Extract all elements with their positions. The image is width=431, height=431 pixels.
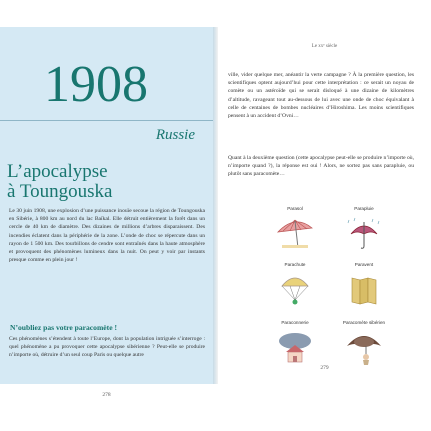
parachute-icon (274, 272, 316, 308)
body-paragraph-1: Le 30 juin 1908, une explosion d’une puissance inouïe secoue la région de Toungouska en Sibérie, à 800 km au nord du lac Baïkal. Elle détruit entièrement la forêt dans un cercle de 40 km de diamètre. Des dizaines de millions d’arbres disparaissent. Des incendies éclatent dans la périphérie de la zone. L’onde de choc se répercute dans un rayon de 1 500 km. Des tourbillons de cendre sont entraînés dans la haute atmosphère et provoquent des phénomènes lumineux dans la nuit. On peut y voir par instants presque comme en plein jour ! (9, 208, 205, 264)
section-subhead: N’oubliez pas votre paracomète ! (10, 323, 117, 332)
chapter-year: 1908 (44, 56, 148, 113)
siberian-comet-shield-icon (343, 330, 385, 366)
falling-house-icon (274, 330, 316, 366)
illustration-label-parasol: Parasol (287, 206, 303, 211)
folding-screen-icon (343, 272, 385, 308)
page-number-right: 279 (320, 365, 329, 371)
umbrella-icon (343, 216, 385, 252)
page-number-left: 278 (102, 392, 111, 398)
illustration-label-parachute: Parachute (284, 262, 306, 267)
illustration-label-paraconnerie: Paraconnerie (281, 320, 309, 325)
chapter-title-line-2: à Toungouska (7, 181, 113, 202)
chapter-title (7, 162, 207, 202)
illustration-label-parapluie: Parapluie (354, 206, 374, 211)
parasol-icon (274, 216, 316, 252)
illustration-label-paravent: Paravent (354, 262, 374, 267)
chapter-title-line-1: L’apocalypse (7, 161, 108, 182)
body-paragraph-2: Ces phénomènes s’étendent à toute l’Europe, dont la population intriguée s’interroge : quel phénomène a pu provoquer cette apocalypse sibérienne ? Peut-elle se produire n’importe où, détruire d’un seul coup Paris ou quelque autre (9, 336, 205, 359)
left-page (0, 27, 213, 398)
running-head: Le xxᵉ siècle (311, 44, 338, 49)
right-paragraph-2: Quant à la deuxième question (cette apocalypse peut-elle se produire n’importe où, n’importe quand ?), la réponse est oui ! Alors, ne sortez pas sans parapluie, ou plutôt sans paracomète… (228, 155, 414, 178)
illustration-label-paracomete: Paracomète sibérien (342, 320, 386, 325)
right-paragraph-1: ville, vider quelque mer, anéantir la verte campagne ? À la première question, les scientifiques optent aujourd’hui pour cette interprétation : ce serait un noyau de comète ou un astéroïde qui se serait disloqué à une dizaine de kilomètres d’altitude, ravageant tout au-dessous de lui avec une onde de choc équivalant à celle de centaines de bombes nucléaires d’Hiroshima. Les moins scientifiques pensent à un accident d’Ovni… (228, 72, 414, 120)
divider-rule (0, 120, 213, 121)
right-page (218, 27, 431, 384)
country-label: Russie (155, 127, 195, 143)
